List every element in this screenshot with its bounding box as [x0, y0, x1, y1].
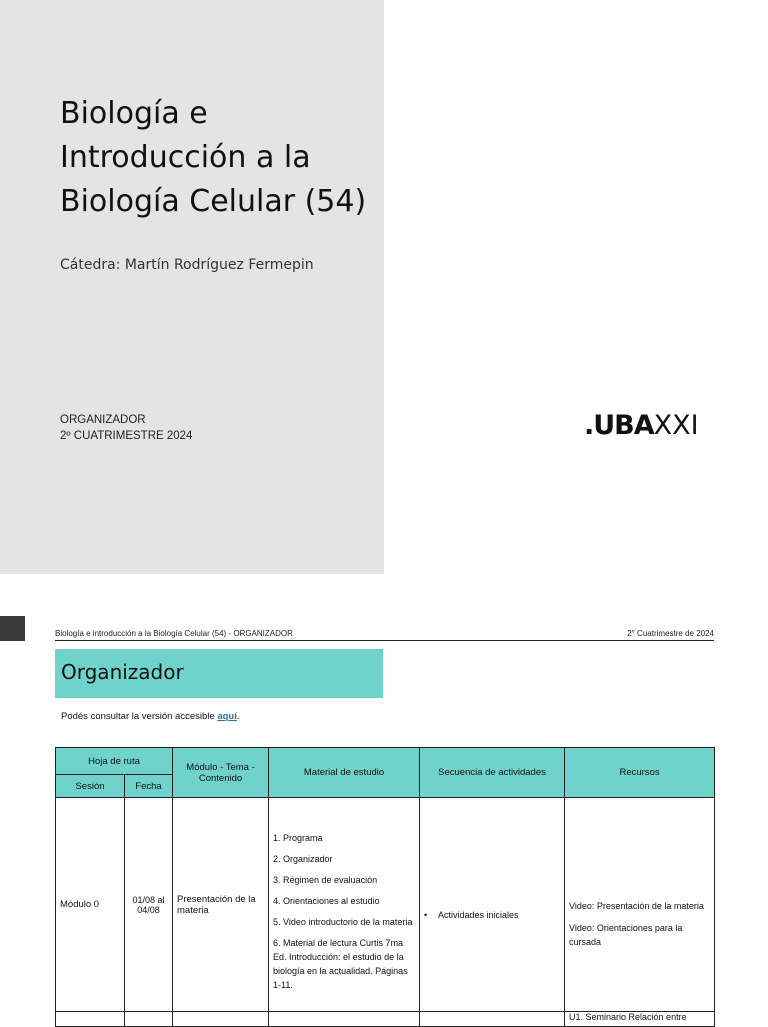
header-activities: Secuencia de actividades — [420, 748, 565, 798]
page-header-term: 2° Cuatrimestre de 2024 — [627, 629, 714, 638]
page-marker — [0, 616, 25, 641]
header-module: Módulo - Tema - Contenido — [173, 748, 269, 798]
activity-item: Actividades iniciales — [438, 909, 519, 920]
resources-cell — [565, 798, 715, 1012]
accessible-text: Podés consultar la versión accesible — [61, 711, 218, 722]
date-cell: 01/08 al 04/08 — [125, 798, 173, 1012]
header-resources: Recursos — [565, 748, 715, 798]
session-cell: Módulo 0 — [56, 798, 125, 1012]
header-material: Material de estudio — [269, 748, 420, 798]
session-cell — [56, 1012, 125, 1027]
course-title-line: Introducción a la — [60, 140, 311, 175]
logo-xxi: XXI — [653, 410, 699, 441]
bullet-icon: • — [424, 909, 428, 920]
accessible-end: . — [236, 711, 240, 722]
resources-cell: U1. Seminario Relación entre — [565, 1012, 715, 1027]
table-row — [56, 798, 715, 1012]
material-cell — [269, 798, 420, 1012]
organizer-table — [55, 747, 715, 1027]
table-header-row — [56, 748, 715, 775]
activities-cell — [420, 798, 565, 1012]
uba-xxi-logo — [584, 410, 699, 441]
table-row — [56, 1012, 715, 1027]
material-item: 6. Material de lectura Curtis 7ma Ed. Introducción: el estudio de la biología en la actualidad. Páginas 1-11. — [273, 937, 408, 990]
cover-panel — [0, 0, 384, 574]
course-title-line: Biología Celular (54) — [60, 184, 367, 219]
resource-item: Video: Presentación de la materia — [569, 900, 704, 911]
material-cell — [269, 1012, 420, 1027]
cover-organizer-block — [60, 412, 192, 444]
course-title-line: Biología e — [60, 96, 208, 131]
page-header-title: Biología e introducción a la Biología Celular (54) - ORGANIZADOR — [55, 629, 293, 638]
resource-item: Video: Orientaciones para la cursada — [569, 922, 683, 947]
header-date: Fecha — [125, 775, 173, 798]
accessible-version-link[interactable]: aquí — [217, 711, 237, 722]
material-item: 3. Régimen de evaluación — [273, 874, 378, 885]
organizer-banner — [55, 649, 383, 698]
topic-cell — [173, 1012, 269, 1027]
logo-uba: .UBA — [584, 410, 654, 441]
activities-cell — [420, 1012, 565, 1027]
date-cell — [125, 1012, 173, 1027]
material-item: 5. Video introductorio de la materia — [273, 916, 413, 927]
catedra-label: Cátedra: Martín Rodríguez Fermepin — [60, 257, 314, 273]
organizer-label: ORGANIZADOR — [60, 414, 146, 426]
topic-cell: Presentación de la materia — [173, 798, 269, 1012]
header-divider — [55, 640, 714, 641]
term-label: 2º CUATRIMESTRE 2024 — [60, 430, 193, 442]
header-roadmap: Hoja de ruta — [56, 748, 173, 775]
header-session: Sesión — [56, 775, 125, 798]
accessible-version-note — [61, 711, 239, 722]
material-item: 4. Orientaciones al estudio — [273, 895, 380, 906]
material-item: 1. Programa — [273, 832, 323, 843]
material-item: 2. Organizador — [273, 853, 333, 864]
course-title — [60, 92, 380, 224]
section-title: Organizador — [61, 660, 184, 684]
